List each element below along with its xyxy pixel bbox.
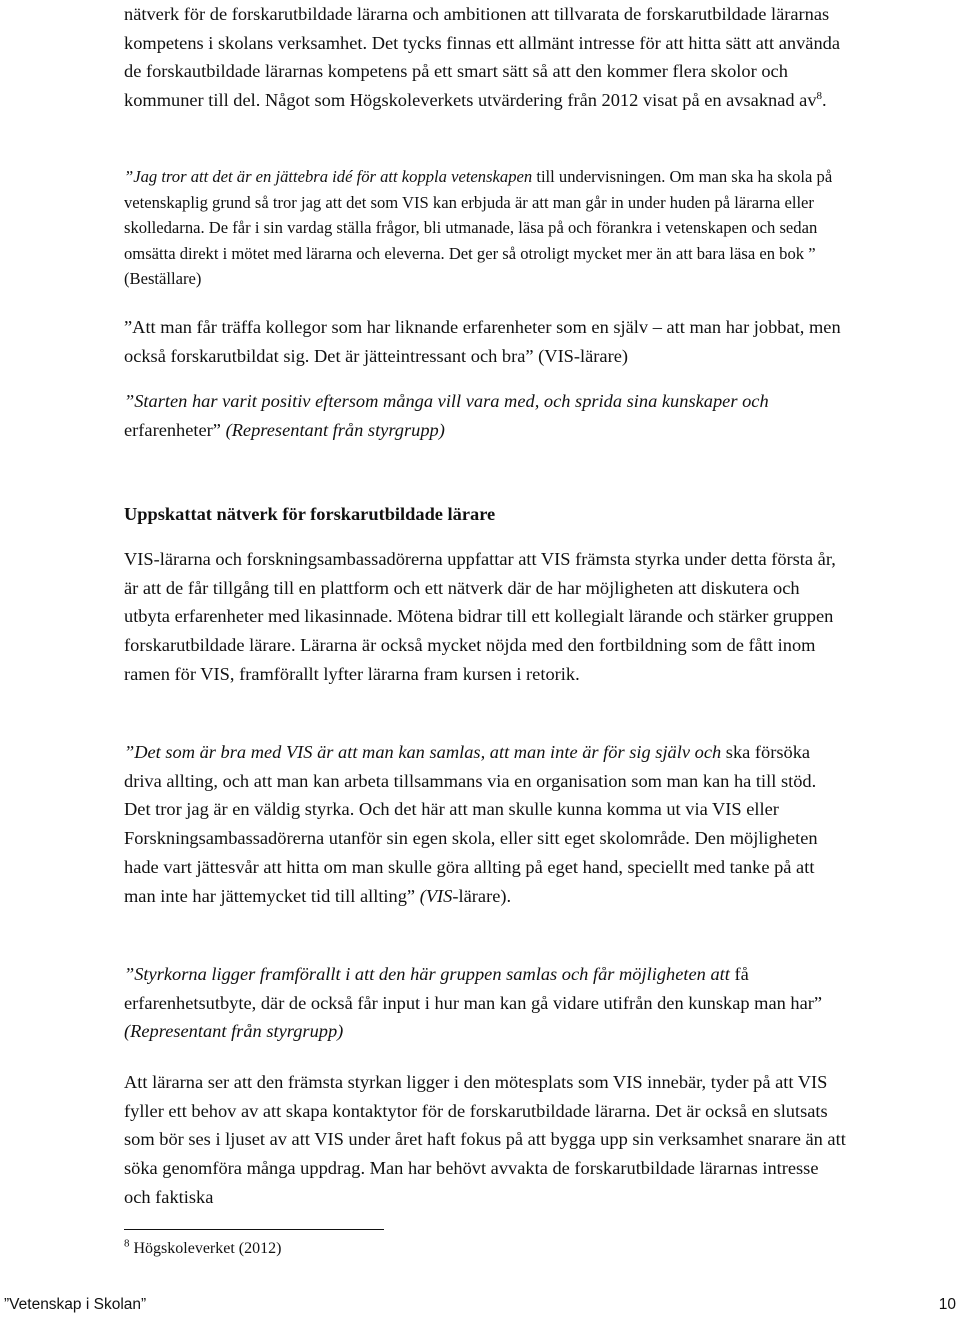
page-footer bbox=[0, 1296, 960, 1318]
footnote-number: 8 bbox=[124, 1237, 130, 1250]
quote-styrgrupp-1-italic: ”Starten har varit positiv eftersom många vill vara med, och sprida sina kunskaper och bbox=[124, 391, 769, 411]
footnote-reference: 8 bbox=[816, 89, 823, 102]
quote-styrgrupp-2 bbox=[124, 960, 846, 1046]
quote-styrgrupp-1-source: (Representant från styrgrupp) bbox=[225, 419, 445, 440]
quote-styrgrupp-2-plain: få erfarenhetsutbyte, där de också får input i hur man kan gå vidare utifrån den kunskap man har” bbox=[124, 964, 823, 1013]
quote-styrgrupp-2-source: (Representant från styrgrupp) bbox=[124, 1021, 344, 1042]
paragraph-conclusion: Att lärarna ser att den främsta styrkan ligger i den mötesplats som VIS innebär, tyder på att VIS fyller ett behov av att skapa kontaktytor för de forskarutbildade lärarna. Det är också en slutsats som bör ses i ljuset av att VIS under året haft fokus på att bygga upp sin verksamhet snarare än att söka genomföra många uppdrag. Man har behövt avvakta de forskarutbildade lärarnas intresse och faktiska bbox=[124, 1072, 846, 1207]
quote-vis-lärare-2-plain: ska försöka driva allting, och att man kan arbeta tillsammans via en organisation som man kan ha till stöd. Det tror jag är en väldig styrka. Och det här att man skulle kunna komma ut via VIS eller Forskningsambassadörerna utanför sin egen skola, eller sitt eget skolområde. Den möjligheten hade vart jättesvår att hitta om man skulle göra allting på eget hand, speciellt med tanke på att man inte har jättemycket tid till allting” bbox=[124, 742, 818, 906]
section-heading: Uppskattat nätverk för forskarutbildade lärare bbox=[124, 504, 496, 524]
quote-styrgrupp-1-plain: erfarenheter” bbox=[124, 419, 226, 440]
paragraph-intro-end: . bbox=[822, 90, 827, 111]
quote-vis-lärare-2 bbox=[124, 738, 846, 910]
quote-vis-lärare-1-text: ”Att man får träffa kollegor som har liknande erfarenheter som en själv – att man har jobbat, men också forskarutbildat sig. Det är jätteintressant och bra” (VIS-lärare) bbox=[124, 317, 841, 366]
paragraph-network: VIS-lärarna och forskningsambassadörerna uppfattar att VIS främsta styrka under detta första år, är att de får tillgång till en plattform och ett nätverk där de har möjligheten att diskutera och utbyta erfarenheter med likasinnade. Mötena bidrar till ett kollegialt lärande och stärker gruppen forskarutbildade lärare. Lärarna är också mycket nöjda med den fortbildning som de fått inom ramen för VIS, framförallt lyfter lärarna fram kursen i retorik. bbox=[124, 549, 836, 684]
footnote-text: Högskoleverket (2012) bbox=[129, 1240, 282, 1257]
quote-vis-lärare-1 bbox=[124, 313, 846, 370]
quote-beställare-italic: ”Jag tror att det är en jättebra idé för att koppla vetenskapen bbox=[124, 167, 533, 186]
quote-styrgrupp-2-italic: ”Styrkorna ligger framförallt i att den här gruppen samlas och får möjligheten att bbox=[124, 964, 730, 984]
page-number: 10 bbox=[938, 1296, 956, 1313]
quote-beställare bbox=[124, 164, 846, 292]
quote-styrgrupp-1 bbox=[124, 387, 846, 444]
quote-vis-lärare-2-source-plain: -lärare). bbox=[452, 885, 512, 906]
paragraph-intro bbox=[124, 0, 846, 115]
quote-vis-lärare-2-italic: ”Det som är bra med VIS är att man kan samlas, att man inte är för sig själv och bbox=[124, 742, 722, 762]
footer-title: ”Vetenskap i Skolan” bbox=[4, 1296, 147, 1313]
footnote-divider bbox=[124, 1229, 384, 1230]
quote-beställare-rest: till undervisningen. Om man ska ha skola på vetenskaplig grund så tror jag att det som VIS kan erbjuda är att man går in under huden på lärarna eller skolledarna. De får i sin vardag ställa frågor, bli utmanade, läsa på och förankra i vetenskapen och sedan omsätta direkt i mötet med lärarna och eleverna. Det ger så otroligt mycket mer än att bara läsa en bok ” (Beställare) bbox=[124, 167, 833, 289]
footnote bbox=[124, 1238, 281, 1260]
paragraph-intro-text: nätverk för de forskarutbildade lärarna och ambitionen att tillvarata de forskarutbildade lärarnas kompetens i skolans verksamhet. Det tycks finnas ett allmänt intresse för att hitta sätt att använda de forskautbildade lärarnas kompetens på ett smart sätt så att den kommer flera skolor och kommuner till del. Något som Högskoleverkets utvärdering från 2012 visat på en avsaknad av bbox=[124, 4, 841, 111]
quote-vis-lärare-2-source-italic: (VIS bbox=[419, 885, 453, 906]
